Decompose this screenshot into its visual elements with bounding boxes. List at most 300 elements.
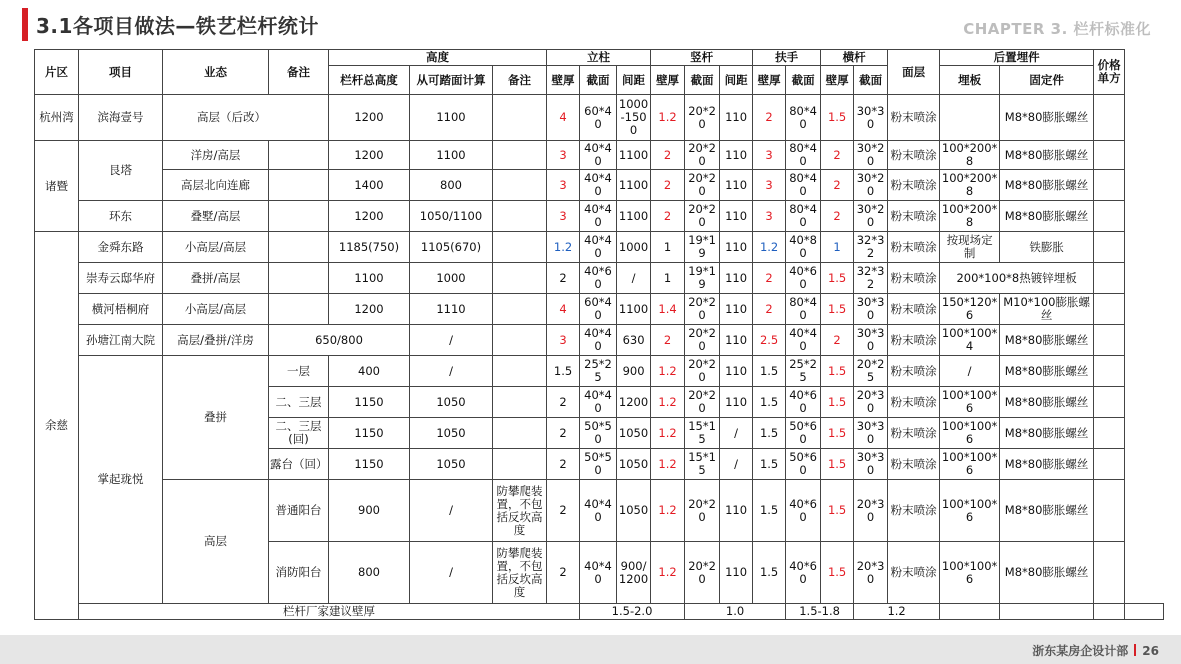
cross-wall-cell: 2 — [821, 201, 854, 232]
fixing-cell: M8*80膨胀螺丝 — [1000, 325, 1094, 356]
header-height: 高度 — [329, 50, 547, 66]
cross-section-cell: 20*30 — [854, 542, 888, 604]
post-wall-cell: 1.5 — [547, 356, 580, 387]
post-spacing-cell: 1050 — [617, 449, 651, 480]
table-row — [35, 294, 1164, 325]
bar-section-cell: 20*20 — [685, 95, 720, 141]
type-cell: 叠墅/高层 — [163, 201, 269, 232]
bar-section-cell: 20*20 — [685, 294, 720, 325]
table-row — [35, 95, 1164, 141]
rail-wall-cell: 1.5 — [753, 387, 786, 418]
price-cell — [1094, 449, 1125, 480]
bar-wall-cell: 1 — [651, 232, 685, 263]
header-rail-wall: 壁厚 — [753, 66, 786, 95]
header-rail-section: 截面 — [786, 66, 821, 95]
fixing-cell: M8*80膨胀螺丝 — [1000, 356, 1094, 387]
surface-cell: 粉末喷涂 — [888, 141, 940, 170]
rail-section-cell: 40*60 — [786, 480, 821, 542]
header-height-note: 备注 — [493, 66, 547, 95]
height-note-cell — [493, 356, 547, 387]
total-height-cell: 1150 — [329, 449, 410, 480]
rail-section-cell: 80*40 — [786, 294, 821, 325]
bar-section-cell: 20*20 — [685, 387, 720, 418]
price-cell — [1094, 232, 1125, 263]
footer-bar-wall: 1.0 — [685, 604, 786, 620]
bar-wall-cell: 1.2 — [651, 542, 685, 604]
project-cell: 艮塔 — [79, 141, 163, 201]
step-height-cell: / — [410, 480, 493, 542]
footer-empty-fixing — [1094, 604, 1125, 620]
header-note: 备注 — [269, 50, 329, 95]
cross-section-cell: 30*20 — [854, 141, 888, 170]
bar-spacing-cell: 110 — [720, 542, 753, 604]
note-cell — [269, 141, 329, 170]
surface-cell: 粉末喷涂 — [888, 294, 940, 325]
note-cell: 二、三层 — [269, 387, 329, 418]
table-row — [35, 201, 1164, 232]
project-cell: 金舜东路 — [79, 232, 163, 263]
type-cell: 洋房/高层 — [163, 141, 269, 170]
type-cell: 小高层/高层 — [163, 294, 269, 325]
table-row — [35, 480, 1164, 542]
cross-wall-cell: 1.5 — [821, 263, 854, 294]
footer-rail-wall: 1.5-1.8 — [786, 604, 854, 620]
cross-wall-cell: 1.5 — [821, 449, 854, 480]
cross-wall-cell: 1.5 — [821, 95, 854, 141]
post-section-cell: 25*25 — [580, 356, 617, 387]
price-cell — [1094, 542, 1125, 604]
note-cell — [269, 263, 329, 294]
cross-wall-cell: 1.5 — [821, 294, 854, 325]
post-spacing-cell: 900/1200 — [617, 542, 651, 604]
header-bar-section: 截面 — [685, 66, 720, 95]
type-cell: 高层（后改） — [163, 95, 329, 141]
footer-divider — [1134, 644, 1136, 656]
post-spacing-cell: 1050 — [617, 480, 651, 542]
surface-cell: 粉末喷涂 — [888, 201, 940, 232]
post-wall-cell: 3 — [547, 201, 580, 232]
bar-section-cell: 20*20 — [685, 480, 720, 542]
header-post-wall: 壁厚 — [547, 66, 580, 95]
rail-wall-cell: 1.5 — [753, 356, 786, 387]
cross-section-cell: 20*30 — [854, 387, 888, 418]
post-section-cell: 50*50 — [580, 418, 617, 449]
price-cell — [1094, 387, 1125, 418]
rail-wall-cell: 1.5 — [753, 542, 786, 604]
table-footer-row — [35, 604, 1164, 620]
header-plate: 埋板 — [940, 66, 1000, 95]
footer-empty-surface — [940, 604, 1000, 620]
type-cell: 高层/叠拼/洋房 — [163, 325, 269, 356]
rail-section-cell: 40*40 — [786, 325, 821, 356]
header-area: 片区 — [35, 50, 79, 95]
bar-wall-cell: 1.2 — [651, 480, 685, 542]
post-section-cell: 40*40 — [580, 170, 617, 201]
rail-wall-cell: 3 — [753, 201, 786, 232]
height-note-cell — [493, 387, 547, 418]
subtype-cell: 高层 — [163, 480, 269, 604]
rail-wall-cell: 2 — [753, 263, 786, 294]
table-row — [35, 141, 1164, 170]
post-wall-cell: 2 — [547, 480, 580, 542]
bar-wall-cell: 1 — [651, 263, 685, 294]
plate-cell: 100*200*8 — [940, 170, 1000, 201]
header-type: 业态 — [163, 50, 269, 95]
cross-section-cell: 20*25 — [854, 356, 888, 387]
cross-section-cell: 30*30 — [854, 325, 888, 356]
note-cell: 普通阳台 — [269, 480, 329, 542]
surface-cell: 粉末喷涂 — [888, 356, 940, 387]
header-post-section: 截面 — [580, 66, 617, 95]
rail-section-cell: 80*40 — [786, 201, 821, 232]
post-spacing-cell: 630 — [617, 325, 651, 356]
rail-section-cell: 80*40 — [786, 170, 821, 201]
bar-wall-cell: 2 — [651, 201, 685, 232]
type-cell: 高层北向连廊 — [163, 170, 269, 201]
bar-section-cell: 20*20 — [685, 141, 720, 170]
page-title: 3.1各项目做法—铁艺栏杆统计 — [36, 14, 319, 38]
total-height-cell: 900 — [329, 480, 410, 542]
footer-cross-wall: 1.2 — [854, 604, 940, 620]
header-fixing: 固定件 — [1000, 66, 1094, 95]
project-cell: 掌起珑悦 — [79, 356, 163, 604]
step-height-cell: / — [410, 325, 493, 356]
total-height-cell: 1200 — [329, 141, 410, 170]
cross-wall-cell: 1.5 — [821, 542, 854, 604]
plate-cell: 100*100*6 — [940, 449, 1000, 480]
railing-table-container — [34, 49, 1164, 620]
price-cell — [1094, 95, 1125, 141]
footer-empty-plate — [1000, 604, 1094, 620]
bar-spacing-cell: / — [720, 449, 753, 480]
post-wall-cell: 3 — [547, 170, 580, 201]
chapter-label: CHAPTER 3. 栏杆标准化 — [963, 20, 1151, 38]
note-cell: 二、三层(回) — [269, 418, 329, 449]
plate-cell: 100*100*6 — [940, 542, 1000, 604]
price-cell — [1094, 170, 1125, 201]
bar-wall-cell: 1.2 — [651, 387, 685, 418]
surface-cell: 粉末喷涂 — [888, 480, 940, 542]
cross-section-cell: 30*20 — [854, 170, 888, 201]
step-height-cell: 1050/1100 — [410, 201, 493, 232]
bar-section-cell: 15*15 — [685, 418, 720, 449]
header-post-spacing: 间距 — [617, 66, 651, 95]
step-height-cell: / — [410, 356, 493, 387]
height-note-cell — [493, 170, 547, 201]
cross-wall-cell: 2 — [821, 170, 854, 201]
bar-section-cell: 20*20 — [685, 201, 720, 232]
post-wall-cell: 2 — [547, 418, 580, 449]
bar-section-cell: 19*19 — [685, 263, 720, 294]
step-height-cell: / — [410, 542, 493, 604]
height-note-cell: 防攀爬装置，不包括反坎高度 — [493, 542, 547, 604]
header-rail: 扶手 — [753, 50, 821, 66]
post-spacing-cell: 1000 — [617, 232, 651, 263]
plate-cell: 100*100*6 — [940, 418, 1000, 449]
plate-cell — [940, 95, 1000, 141]
railing-spec-table — [34, 49, 1164, 620]
height-note-cell: 防攀爬装置，不包括反坎高度 — [493, 480, 547, 542]
project-cell: 环东 — [79, 201, 163, 232]
fixing-cell: M8*80膨胀螺丝 — [1000, 542, 1094, 604]
post-wall-cell: 2 — [547, 263, 580, 294]
bar-wall-cell: 1.4 — [651, 294, 685, 325]
note-cell — [269, 201, 329, 232]
price-cell — [1094, 263, 1125, 294]
bar-wall-cell: 1.2 — [651, 418, 685, 449]
cross-section-cell: 32*32 — [854, 263, 888, 294]
step-height-cell: 1100 — [410, 95, 493, 141]
bar-wall-cell: 2 — [651, 141, 685, 170]
footer-band — [0, 635, 1181, 664]
bar-wall-cell: 2 — [651, 325, 685, 356]
post-spacing-cell: / — [617, 263, 651, 294]
plate-cell: 按现场定制 — [940, 232, 1000, 263]
post-section-cell: 50*50 — [580, 449, 617, 480]
post-wall-cell: 2 — [547, 387, 580, 418]
note-cell: 露台（回） — [269, 449, 329, 480]
post-spacing-cell: 1100 — [617, 170, 651, 201]
post-spacing-cell: 1100 — [617, 201, 651, 232]
post-spacing-cell: 1200 — [617, 387, 651, 418]
bar-wall-cell: 1.2 — [651, 95, 685, 141]
note-cell — [269, 232, 329, 263]
post-section-cell: 40*40 — [580, 542, 617, 604]
total-height-cell: 800 — [329, 542, 410, 604]
rail-wall-cell: 2 — [753, 95, 786, 141]
footer-empty-price — [1125, 604, 1164, 620]
bar-section-cell: 20*20 — [685, 325, 720, 356]
note-cell — [269, 170, 329, 201]
plate-cell: / — [940, 356, 1000, 387]
surface-cell: 粉末喷涂 — [888, 232, 940, 263]
height-note-cell — [493, 141, 547, 170]
post-wall-cell: 2 — [547, 542, 580, 604]
height-note-cell — [493, 294, 547, 325]
total-height-cell: 1150 — [329, 418, 410, 449]
rail-section-cell: 50*60 — [786, 449, 821, 480]
area-cell: 诸暨 — [35, 141, 79, 232]
header-cross-section: 截面 — [854, 66, 888, 95]
step-height-cell: 1000 — [410, 263, 493, 294]
rail-wall-cell: 2 — [753, 294, 786, 325]
plate-cell: 100*100*4 — [940, 325, 1000, 356]
fixing-cell: M8*80膨胀螺丝 — [1000, 201, 1094, 232]
bar-spacing-cell: 110 — [720, 263, 753, 294]
total-height-cell: 1185(750) — [329, 232, 410, 263]
fixing-cell: M8*80膨胀螺丝 — [1000, 95, 1094, 141]
post-section-cell: 60*40 — [580, 294, 617, 325]
post-section-cell: 40*40 — [580, 387, 617, 418]
post-spacing-cell: 900 — [617, 356, 651, 387]
header-cross: 横杆 — [821, 50, 888, 66]
bar-section-cell: 20*20 — [685, 542, 720, 604]
header-step-height: 从可踏面计算 — [410, 66, 493, 95]
step-height-cell: 800 — [410, 170, 493, 201]
total-height-cell: 1400 — [329, 170, 410, 201]
cross-wall-cell: 1.5 — [821, 387, 854, 418]
footer-label: 栏杆厂家建议壁厚 — [79, 604, 580, 620]
post-spacing-cell: 1000-1500 — [617, 95, 651, 141]
step-height-cell: 1050 — [410, 387, 493, 418]
rail-section-cell: 80*40 — [786, 95, 821, 141]
total-height-cell: 1150 — [329, 387, 410, 418]
project-cell: 孙塘江南大院 — [79, 325, 163, 356]
fixing-cell: M8*80膨胀螺丝 — [1000, 449, 1094, 480]
cross-wall-cell: 1.5 — [821, 356, 854, 387]
price-cell — [1094, 201, 1125, 232]
fixing-cell: M8*80膨胀螺丝 — [1000, 387, 1094, 418]
fixing-cell: M8*80膨胀螺丝 — [1000, 170, 1094, 201]
area-cell: 余慈 — [35, 232, 79, 620]
rail-section-cell: 50*60 — [786, 418, 821, 449]
rail-section-cell: 80*40 — [786, 141, 821, 170]
height-note-cell — [493, 95, 547, 141]
bar-spacing-cell: 110 — [720, 232, 753, 263]
price-cell — [1094, 325, 1125, 356]
rail-section-cell: 40*80 — [786, 232, 821, 263]
footer-company: 浙东某房企设计部 — [1032, 644, 1129, 658]
bar-section-cell: 20*20 — [685, 170, 720, 201]
step-height-cell: 1050 — [410, 418, 493, 449]
bar-wall-cell: 1.2 — [651, 356, 685, 387]
total-height-cell: 1200 — [329, 201, 410, 232]
header-surface: 面层 — [888, 50, 940, 95]
surface-cell: 粉末喷涂 — [888, 95, 940, 141]
post-section-cell: 40*40 — [580, 480, 617, 542]
note-cell: 消防阳台 — [269, 542, 329, 604]
cross-wall-cell: 2 — [821, 325, 854, 356]
rail-section-cell: 25*25 — [786, 356, 821, 387]
rail-wall-cell: 1.2 — [753, 232, 786, 263]
price-cell — [1094, 294, 1125, 325]
price-cell — [1094, 418, 1125, 449]
height-note-cell — [493, 418, 547, 449]
post-spacing-cell: 1100 — [617, 141, 651, 170]
footer — [1032, 642, 1159, 659]
step-height-cell: 1105(670) — [410, 232, 493, 263]
post-spacing-cell: 1050 — [617, 418, 651, 449]
height-note-cell — [493, 325, 547, 356]
table-row — [35, 170, 1164, 201]
fixing-cell: M8*80膨胀螺丝 — [1000, 418, 1094, 449]
post-section-cell: 40*40 — [580, 232, 617, 263]
cross-section-cell: 30*30 — [854, 418, 888, 449]
rail-wall-cell: 1.5 — [753, 449, 786, 480]
title-accent-bar — [22, 8, 28, 41]
surface-cell: 粉末喷涂 — [888, 418, 940, 449]
table-row — [35, 356, 1164, 387]
header-total-height: 栏杆总高度 — [329, 66, 410, 95]
cross-wall-cell: 1.5 — [821, 418, 854, 449]
project-cell: 崇寿云邸华府 — [79, 263, 163, 294]
plate-cell: 150*120*6 — [940, 294, 1000, 325]
rail-section-cell: 40*60 — [786, 542, 821, 604]
surface-cell: 粉末喷涂 — [888, 449, 940, 480]
post-wall-cell: 1.2 — [547, 232, 580, 263]
surface-cell: 粉末喷涂 — [888, 542, 940, 604]
surface-cell: 粉末喷涂 — [888, 325, 940, 356]
bar-spacing-cell: / — [720, 418, 753, 449]
height-note-cell — [493, 449, 547, 480]
header-embed: 后置埋件 — [940, 50, 1094, 66]
bar-spacing-cell: 110 — [720, 480, 753, 542]
height-note-cell — [493, 232, 547, 263]
header-post: 立柱 — [547, 50, 651, 66]
post-section-cell: 60*40 — [580, 95, 617, 141]
price-cell — [1094, 356, 1125, 387]
step-height-cell: 1100 — [410, 141, 493, 170]
surface-cell: 粉末喷涂 — [888, 170, 940, 201]
height-note-cell — [493, 263, 547, 294]
total-height-cell: 400 — [329, 356, 410, 387]
bar-wall-cell: 2 — [651, 170, 685, 201]
cross-section-cell: 32*32 — [854, 232, 888, 263]
header-bar-wall: 壁厚 — [651, 66, 685, 95]
post-wall-cell: 3 — [547, 325, 580, 356]
bar-spacing-cell: 110 — [720, 294, 753, 325]
post-section-cell: 40*40 — [580, 141, 617, 170]
plate-cell: 100*100*6 — [940, 387, 1000, 418]
header-cross-wall: 壁厚 — [821, 66, 854, 95]
bar-section-cell: 19*19 — [685, 232, 720, 263]
rail-wall-cell: 1.5 — [753, 418, 786, 449]
cross-section-cell: 30*30 — [854, 294, 888, 325]
bar-spacing-cell: 110 — [720, 170, 753, 201]
post-wall-cell: 4 — [547, 95, 580, 141]
total-height-cell: 1100 — [329, 263, 410, 294]
step-height-cell: 1050 — [410, 449, 493, 480]
project-cell: 滨海壹号 — [79, 95, 163, 141]
area-cell: 杭州湾 — [35, 95, 79, 141]
surface-cell: 粉末喷涂 — [888, 263, 940, 294]
post-wall-cell: 4 — [547, 294, 580, 325]
surface-cell: 粉末喷涂 — [888, 387, 940, 418]
bar-spacing-cell: 110 — [720, 387, 753, 418]
cross-section-cell: 30*20 — [854, 201, 888, 232]
bar-wall-cell: 1.2 — [651, 449, 685, 480]
bar-spacing-cell: 110 — [720, 95, 753, 141]
header-bar-spacing: 间距 — [720, 66, 753, 95]
type-cell: 叠拼/高层 — [163, 263, 269, 294]
cross-wall-cell: 1.5 — [821, 480, 854, 542]
bar-spacing-cell: 110 — [720, 141, 753, 170]
table-row — [35, 232, 1164, 263]
plate-cell: 100*100*6 — [940, 480, 1000, 542]
bar-section-cell: 20*20 — [685, 356, 720, 387]
post-wall-cell: 3 — [547, 141, 580, 170]
total-height-cell: 1200 — [329, 95, 410, 141]
rail-wall-cell: 2.5 — [753, 325, 786, 356]
table-row — [35, 325, 1164, 356]
bar-section-cell: 15*15 — [685, 449, 720, 480]
project-cell: 横河梧桐府 — [79, 294, 163, 325]
height-note-cell — [493, 201, 547, 232]
cross-section-cell: 20*30 — [854, 480, 888, 542]
header-price: 价格单方 — [1094, 50, 1125, 95]
rail-wall-cell: 1.5 — [753, 480, 786, 542]
rail-section-cell: 40*60 — [786, 263, 821, 294]
bar-spacing-cell: 110 — [720, 356, 753, 387]
note-cell: 一层 — [269, 356, 329, 387]
fixing-cell: M8*80膨胀螺丝 — [1000, 480, 1094, 542]
fixing-cell: M8*80膨胀螺丝 — [1000, 141, 1094, 170]
post-section-cell: 40*40 — [580, 325, 617, 356]
note-cell — [269, 294, 329, 325]
rail-wall-cell: 3 — [753, 141, 786, 170]
fixing-cell: M10*100膨胀螺丝 — [1000, 294, 1094, 325]
cross-section-cell: 30*30 — [854, 95, 888, 141]
